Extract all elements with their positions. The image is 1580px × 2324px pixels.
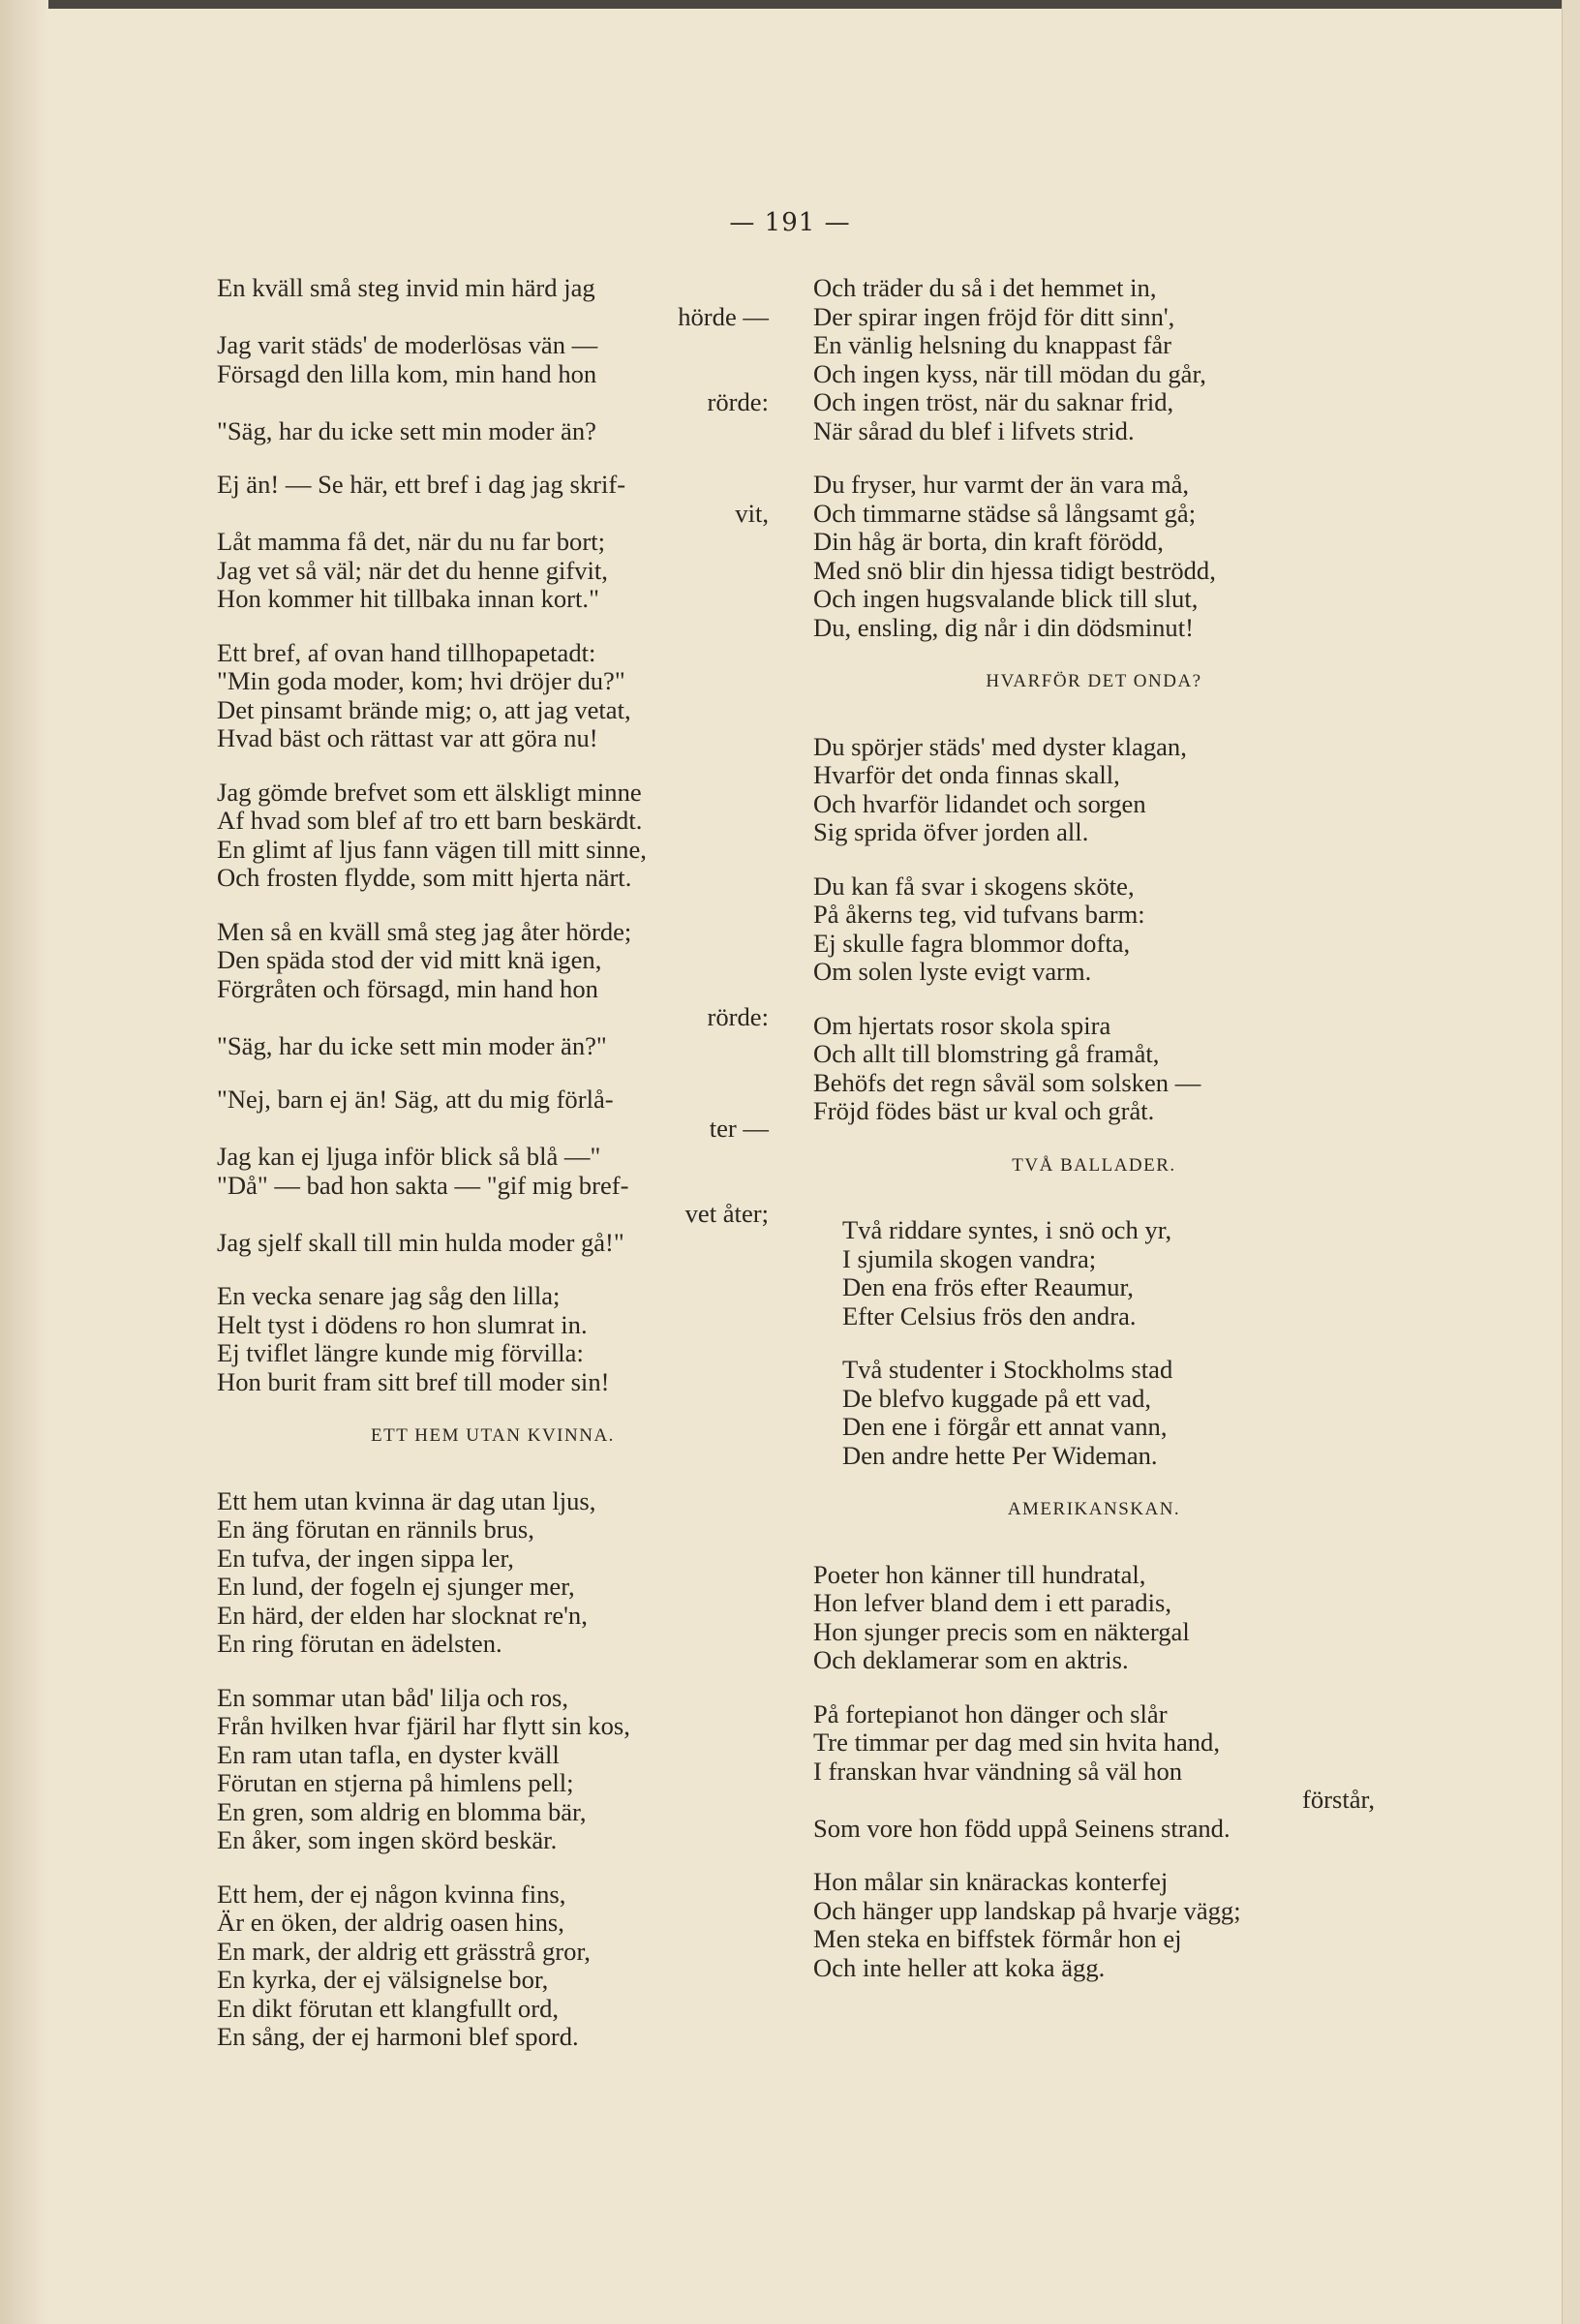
stanza (217, 1684, 769, 1855)
verse-line: Hvarför det onda finnas skall, (813, 760, 1120, 789)
verse-line: En ram utan tafla, en dyster kväll (217, 1739, 560, 1769)
stanza (813, 1868, 1375, 1982)
verse-line: En härd, der elden har slocknat re'n, (217, 1600, 588, 1630)
verse-line: En dikt förutan ett klangfullt ord, (217, 1993, 560, 2023)
verse-line: Två studenter i Stockholms stad (842, 1355, 1173, 1384)
verse-line: Om solen lyste evigt varm. (813, 957, 1092, 986)
poem-ett-hem-utan-kvinna-continued (813, 274, 1375, 642)
verse-line: Och inte heller att koka ägg. (813, 1952, 1106, 1982)
stanza (217, 274, 769, 445)
verse-line: Du kan få svar i skogens sköte, (813, 871, 1135, 901)
verse-line: En lund, der fogeln ej sjunger mer, (217, 1572, 575, 1601)
verse-line: Och allt till blomstring gå framåt, (813, 1039, 1160, 1068)
verse-line: Ej skulle fagra blommor dofta, (813, 928, 1131, 958)
verse-line: På åkerns teg, vid tufvans barm: (813, 900, 1145, 929)
verse-line: Och ingen tröst, när du saknar frid, (813, 387, 1174, 416)
left-column (217, 274, 769, 2077)
page-right-edge (1562, 0, 1580, 2324)
verse-line: Ej än! — Se här, ett bref i dag jag skrif- (217, 470, 626, 499)
verse-line: Hon lefver bland dem i ett paradis, (813, 1588, 1171, 1617)
stanza (217, 779, 769, 893)
verse-line: Af hvad som blef af tro ett barn beskärdt. (217, 806, 643, 835)
verse-line: En åker, som ingen skörd beskär. (217, 1825, 558, 1854)
verse-line: Men så en kväll små steg jag åter hörde; (217, 916, 632, 946)
poem-orphan-letter (217, 274, 769, 1396)
verse-line: Jag sjelf skall till min hulda moder gå!" (217, 1227, 624, 1257)
verse-line: Om hjertats rosor skola spira (813, 1010, 1111, 1040)
verse-line: Låt mamma få det, när du nu far bort; (217, 527, 605, 556)
verse-line: En vecka senare jag såg den lilla; (217, 1281, 561, 1310)
verse-line: Du fryser, hur varmt der än vara må, (813, 470, 1190, 499)
verse-line: Jag kan ej ljuga inför blick så blå —" (217, 1142, 601, 1171)
verse-line: En sång, der ej harmoni blef spord. (217, 2022, 579, 2051)
verse-line: vet åter; (684, 1199, 769, 1228)
verse-line: Hon kommer hit tillbaka innan kort." (217, 584, 599, 613)
verse-line: Är en öken, der aldrig oasen hins, (217, 1908, 564, 1937)
heading-tva-ballader: TVÅ BALLADER. (1012, 1154, 1176, 1176)
stanza (813, 1561, 1375, 1675)
poem-amerikanskan (813, 1561, 1375, 1983)
verse-line: En gren, som aldrig en blomma bär, (217, 1796, 587, 1826)
verse-line: Och timmarne städse så långsamt gå; (813, 498, 1197, 528)
verse-line: Med snö blir din hjessa tidigt beströdd, (813, 555, 1216, 585)
stanza (217, 918, 769, 1061)
verse-line: Du, ensling, dig når i din dödsminut! (813, 612, 1194, 642)
verse-line: Och deklamerar som en aktris. (813, 1645, 1129, 1674)
verse-line: Fröjd födes bäst ur kval och gråt. (813, 1096, 1155, 1125)
stanza (813, 872, 1375, 987)
verse-line: Sig sprida öfver jorden all. (813, 817, 1089, 846)
verse-line: Din håg är borta, din kraft förödd, (813, 527, 1164, 556)
verse-line: Hon sjunger precis som en näktergal (813, 1616, 1190, 1646)
stanza (217, 471, 769, 614)
heading-hvarfor-det-onda: HVARFÖR DET ONDA? (986, 671, 1202, 691)
stanza (217, 639, 769, 753)
verse-line: En mark, der aldrig ett grässtrå gror, (217, 1936, 591, 1966)
stanza (217, 1086, 769, 1257)
verse-line: Ej tviflet längre kunde mig förvilla: (217, 1338, 584, 1367)
verse-line: Behöfs det regn såväl som solsken — (813, 1067, 1201, 1097)
verse-line: Från hvilken hvar fjäril har flytt sin kos, (217, 1711, 630, 1740)
stanza (842, 1216, 1375, 1330)
verse-line: "Min goda moder, kom; hvi dröjer du?" (217, 666, 625, 695)
verse-line: En ring förutan en ädelsten. (217, 1629, 502, 1658)
verse-line: En vänlig helsning du knappast får (813, 330, 1172, 359)
page-top-edge (0, 0, 1580, 9)
heading-ett-hem-utan-kvinna: ETT HEM UTAN KVINNA. (371, 1425, 615, 1446)
verse-line: I franskan hvar vändning så väl hon (813, 1756, 1183, 1786)
verse-line: Som vore hon född uppå Seinens strand. (813, 1813, 1231, 1843)
verse-line: Ett bref, af ovan hand tillhopapetadt: (217, 637, 596, 667)
verse-line: Den ene i förgår ett annat vann, (842, 1412, 1168, 1441)
verse-line: Tre timmar per dag med sin hvita hand, (813, 1728, 1221, 1757)
verse-line: Ett hem, der ej någon kvinna fins, (217, 1879, 566, 1909)
verse-line: Försagd den lilla kom, min hand hon (217, 358, 597, 388)
verse-line: "Nej, barn ej än! Säg, att du mig förlå- (217, 1085, 614, 1114)
stanza (813, 1700, 1375, 1844)
verse-line: Och träder du så i det hemmet in, (813, 273, 1157, 302)
verse-line: En äng förutan en rännils brus, (217, 1514, 534, 1544)
verse-line: En kyrka, der ej välsignelse bor, (217, 1965, 549, 1994)
verse-line: Två riddare syntes, i snö och yr, (842, 1215, 1172, 1244)
verse-line: rörde: (707, 1002, 769, 1031)
poem-ett-hem-utan-kvinna (217, 1487, 769, 2052)
verse-line: vit, (735, 498, 769, 528)
verse-line: Det pinsamt brände mig; o, att jag vetat, (217, 694, 631, 724)
verse-line: Hvad bäst och rättast var att göra nu! (217, 723, 598, 752)
verse-line: Helt tyst i dödens ro hon slumrat in. (217, 1309, 588, 1339)
verse-line: Den ena frös efter Reaumur, (842, 1272, 1134, 1301)
verse-line: Och hvarför lidandet och sorgen (813, 788, 1146, 818)
stanza (217, 1487, 769, 1659)
verse-line: Förgråten och försagd, min hand hon (217, 973, 598, 1003)
stanza (813, 274, 1375, 445)
poem-tva-ballader (813, 1216, 1375, 1470)
verse-line: På fortepianot hon dänger och slår (813, 1698, 1168, 1728)
verse-line: Men steka en biffstek förmår hon ej (813, 1924, 1182, 1953)
verse-line: Hon målar sin knärackas konterfej (813, 1867, 1169, 1896)
verse-line: "Säg, har du icke sett min moder än?" (217, 1030, 607, 1060)
verse-line: En kväll små steg invid min härd jag (217, 273, 595, 302)
verse-line: Förutan en stjerna på himlens pell; (217, 1768, 574, 1797)
verse-line: En glimt af ljus fann vägen till mitt sinne, (217, 834, 647, 864)
stanza (842, 1356, 1375, 1470)
verse-line: De blefvo kuggade på ett vad, (842, 1383, 1152, 1413)
verse-line: En sommar utan båd' lilja och ros, (217, 1682, 568, 1712)
verse-line: Jag varit städs' de moderlösas vän — (217, 330, 598, 359)
verse-line: Poeter hon känner till hundratal, (813, 1559, 1146, 1589)
verse-line: Den andre hette Per Wideman. (842, 1440, 1158, 1470)
stanza (217, 1282, 769, 1396)
verse-line: Jag vet så väl; när det du henne gifvit, (217, 555, 608, 585)
binding-shadow (0, 0, 48, 2324)
verse-line: Jag gömde brefvet som ett älskligt minne (217, 777, 642, 807)
verse-line: Efter Celsius frös den andra. (842, 1300, 1137, 1330)
verse-line: Der spirar ingen fröjd för ditt sinn', (813, 301, 1175, 331)
verse-line: Och frosten flydde, som mitt hjerta närt. (217, 863, 632, 892)
stanza (813, 733, 1375, 847)
heading-amerikanskan: AMERIKANSKAN. (1007, 1499, 1181, 1519)
page-number: — 191 — (729, 208, 851, 237)
right-column (813, 274, 1375, 2007)
verse-line: hörde — (678, 301, 769, 331)
verse-line: Hon burit fram sitt bref till moder sin! (217, 1366, 610, 1396)
verse-line: Och ingen hugsvalande blick till slut, (813, 584, 1199, 613)
verse-line: En tufva, der ingen sippa ler, (217, 1543, 514, 1573)
stanza (813, 471, 1375, 642)
verse-line: Den späda stod der vid mitt knä igen, (217, 945, 602, 974)
verse-line: Och ingen kyss, när till mödan du går, (813, 358, 1206, 388)
poem-hvarfor-det-onda (813, 733, 1375, 1126)
verse-line: "Då" — bad hon sakta — "gif mig bref- (217, 1170, 629, 1200)
stanza (217, 1881, 769, 2052)
verse-line: Och hänger upp landskap på hvarje vägg; (813, 1895, 1241, 1925)
verse-line: När sårad du blef i lifvets strid. (813, 415, 1135, 445)
verse-line: förstår, (1302, 1785, 1375, 1814)
verse-line: "Säg, har du icke sett min moder än? (217, 415, 596, 445)
verse-line: rörde: (707, 387, 769, 416)
verse-line: Ett hem utan kvinna är dag utan ljus, (217, 1485, 596, 1515)
stanza (813, 1012, 1375, 1126)
verse-line: I sjumila skogen vandra; (842, 1243, 1097, 1273)
verse-line: Du spörjer städs' med dyster klagan, (813, 731, 1187, 761)
verse-line: ter — (709, 1113, 769, 1143)
